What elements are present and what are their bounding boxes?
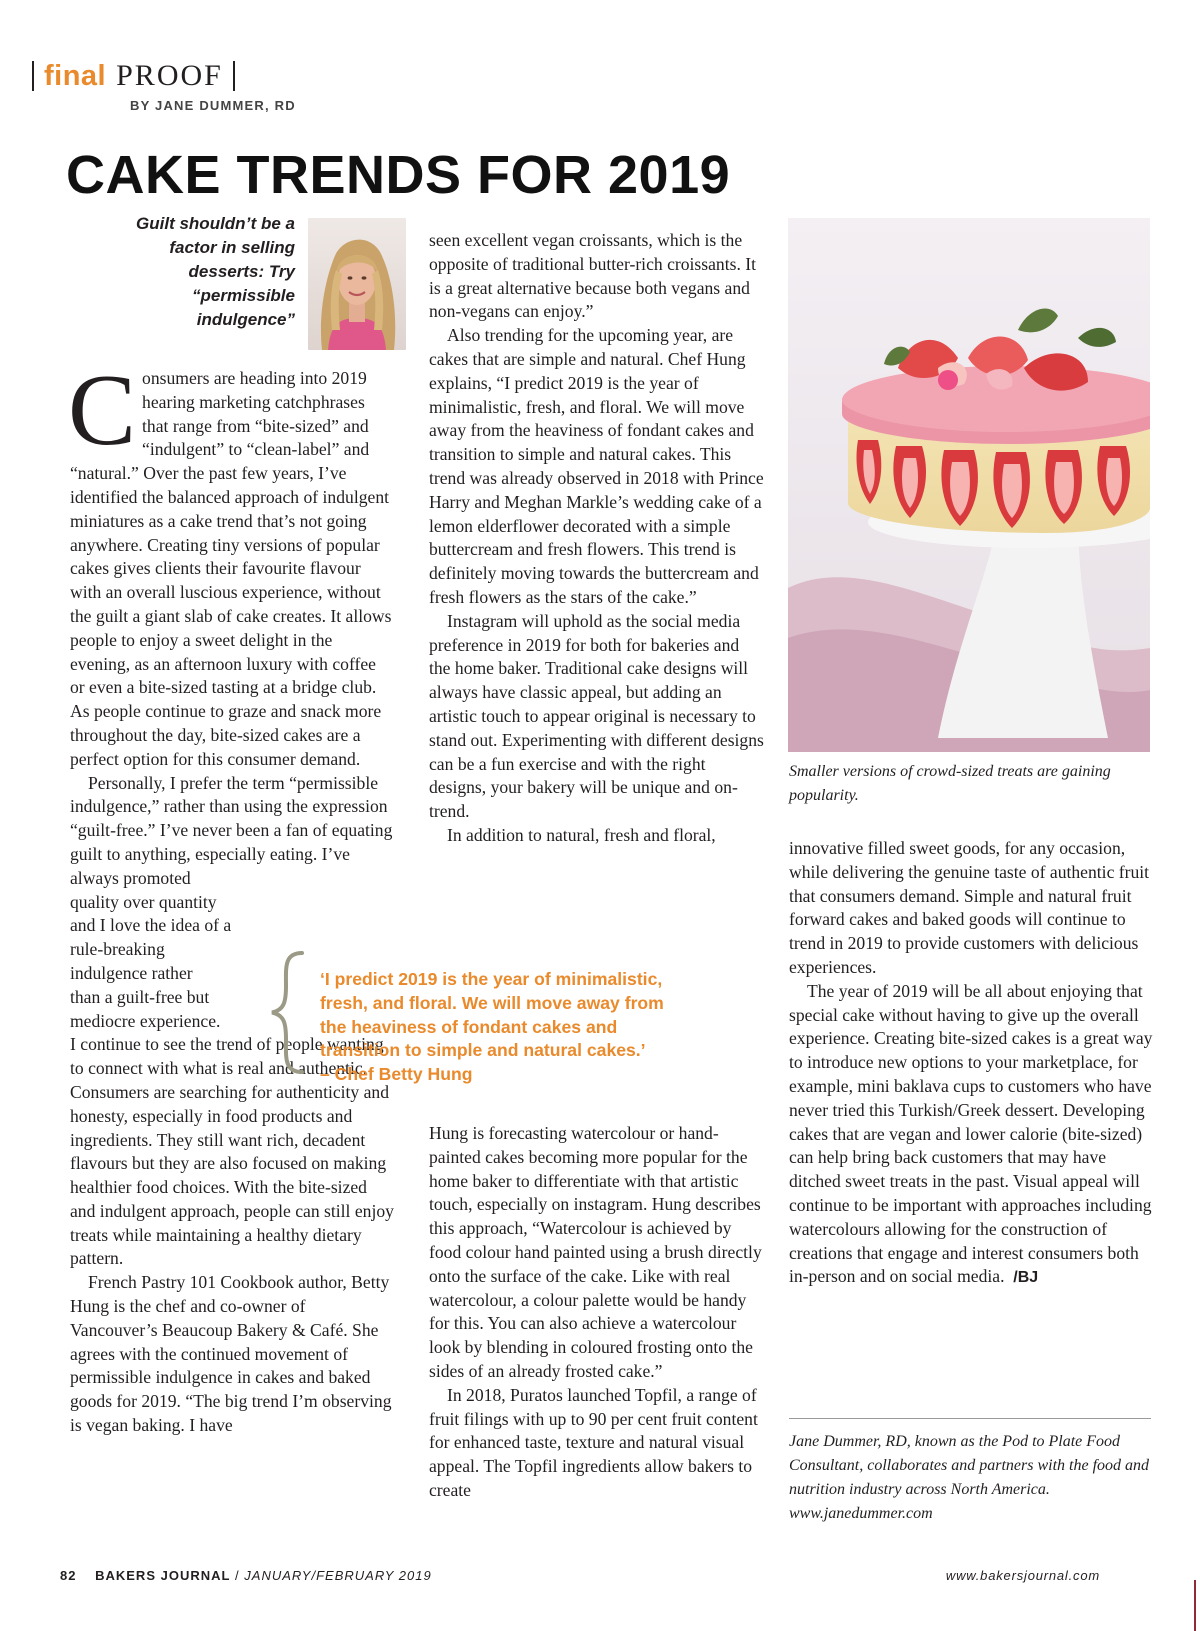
page-title: CAKE TRENDS FOR 2019 (66, 145, 731, 205)
article-column-1 (68, 354, 394, 1438)
brace-icon (268, 950, 308, 1075)
kicker-bar-right (233, 61, 235, 91)
text-line: indulgence rather (70, 962, 193, 983)
paragraph: In 2018, Puratos launched Topfil, a range of fruit filings with up to 90 per cent fruit content for enhanced taste, texture and natural visual appeal. The Topfil ingredients allow bakers to create (429, 1384, 758, 1500)
paragraph (789, 980, 1153, 1290)
pull-quote-line: fresh, and floral. We will move away from (320, 992, 664, 1013)
paragraph: In addition to natural, fresh and floral, (447, 824, 716, 845)
paragraph: onsumers are heading into 2019 hearing marketing catchphrases that range from “bite-sized” and “indulgent” to “clean-label” and “natural.” Over the past few years, I’ve identified the balanced approach of indulgent miniatures as a cake trend that’s not going anywhere. Creating tiny versions of popular cakes gives clients their favourite flavour with an overall luscious experience, without the guilt a giant slab of cake creates. It allows people to enjoy a sweet delight in the evening, as an afternoon luxury with coffee or even a bite-sized tasting at a bridge club. As people continue to graze and snack more throughout the day, bite-sized cakes are a perfect option for this consumer demand. (70, 368, 392, 769)
footer-left (60, 1568, 432, 1583)
article-column-2-top (429, 229, 765, 848)
paragraph: Hung is forecasting watercolour or hand-painted cakes becoming more popular for the home baker to differentiate with that artistic touch, especially on instagram. Hung describes this approach, “Watercolour is achieved by food colour hand painted using a brush directly onto the surface of the cake. Like with real watercolour, a colour palette would be handy for this. You can also achieve a watercolour look by blending in coloured frosting onto the sides of an already frosted cake.” (429, 1123, 762, 1381)
pull-quote-line: the heaviness of fondant cakes and (320, 1016, 618, 1037)
edge-mark (1194, 1580, 1196, 1631)
drop-cap: C (68, 354, 137, 467)
kicker-word: PROOF (116, 59, 223, 92)
deck: Guilt shouldn’t be a factor in selling desserts: Try “permissible indulgence” (136, 214, 295, 329)
text-line: and I love the idea of a (70, 915, 232, 936)
pull-quote-line: ‘I predict 2019 is the year of minimalistic, (320, 969, 663, 989)
cake-photo (788, 218, 1150, 752)
kicker-accent: final (44, 59, 107, 92)
paragraph: Also trending for the upcoming year, are cakes that are simple and natural. Chef Hung explains, “I predict 2019 is the year of minimalistic, fresh, and floral. We will move away from the heaviness of fondant cakes and transition to simple and natural cakes. This trend was already observed in 2018 with Prince Harry and Meghan Markle’s wedding cake of a lemon elderflower decorated with a simple buttercream and fresh flowers. This trend is definitely moving towards the buttercream and fresh flowers as the stars of the cake.” (429, 325, 764, 607)
article-column-3 (789, 837, 1153, 1290)
pull-quote (320, 968, 770, 1087)
pull-quote-attribution: – Chef Betty Hung (320, 1064, 473, 1085)
article-column-2-bottom (429, 1122, 765, 1503)
author-photo (308, 218, 406, 350)
kicker-bar-left (32, 61, 34, 91)
first-paragraph (68, 354, 394, 772)
signoff: /BJ (1013, 1269, 1039, 1287)
paragraph: seen excellent vegan croissants, which is the opposite of traditional butter-rich croissants. It is a great alternative because both vegans and non-vegans can enjoy.” (429, 230, 757, 322)
text-line: than a guilt-free but (70, 986, 210, 1007)
byline: BY JANE DUMMER, RD (130, 98, 296, 113)
paragraph: French Pastry 101 Cookbook author, Betty Hung is the chef and co-owner of Vancouver’s Beaucoup Bakery & Café. She agrees with the continued movement of permissible indulgence in cakes and baked goods for 2019. “The big trend I’m observing is vegan baking. I have (70, 1272, 392, 1436)
section-kicker (32, 56, 235, 96)
footer-website: www.bakersjournal.com (945, 1568, 1100, 1583)
text-line: mediocre experience. (70, 1010, 221, 1031)
text-line: rule-breaking (70, 939, 165, 960)
footer-separator: / (230, 1568, 245, 1583)
page-number: 82 (60, 1568, 77, 1583)
divider (789, 1418, 1151, 1419)
paragraph: I continue to see the trend of people wanting to connect with what is real and authentic. Consumers are searching for authenticity and honesty, especially in food products and ingredients. They still want rich, decadent flavours but they are also focused on making healthier food choices. With the bite-sized and indulgent approach, people can still enjoy treats while maintaining a healthy dietary pattern. (70, 1034, 394, 1269)
author-bio: Jane Dummer, RD, known as the Pod to Plate Food Consultant, collaborates and partners with the food and nutrition industry across North America. www.janedummer.com (789, 1433, 1150, 1522)
issue-date: JANUARY/FEBRUARY 2019 (244, 1568, 432, 1583)
text-line: quality over quantity (70, 891, 217, 912)
paragraph: Personally, I prefer the term “permissible indulgence,” rather than using the expression “guilt-free.” I’ve never been a fan of equating guilt to anything, especially eating. I’ve always promoted (70, 772, 393, 888)
strawberry-cake-icon (788, 218, 1150, 752)
pull-quote-line: transition to simple and natural cakes.’ (320, 1040, 646, 1061)
journal-name: BAKERS JOURNAL (95, 1568, 231, 1583)
paragraph: innovative filled sweet goods, for any occasion, while delivering the genuine taste of authentic fruit that consumers demand. Simple and natural fruit forward cakes and baked goods will continue to trend in 2019 to provide customers with delicious experiences. (789, 838, 1150, 977)
paragraph-text: The year of 2019 will be all about enjoying that special cake without having to give up the overall experience. Creating bite-sized cakes is a great way to introduce new options to your marketplace, for example, mini baklava cups to customers who have never tried this Turkish/Greek dessert. Developing cakes that are vegan and lower calorie (bite-sized) can help bring back customers that may have ditched sweet treats in the past. Visual appeal will continue to be important with approaches including watercolours allowing for the construction of creations that engage and interest consumers both in-person and on social media. (789, 980, 1153, 1287)
paragraph: Instagram will uphold as the social media preference in 2019 for both for bakeries and the home baker. Traditional cake designs will always have classic appeal, but adding an artistic touch to appear original is necessary to stand out. Experimenting with different designs can be a fun exercise and with the right designs, your bakery will be unique and on-trend. (429, 610, 764, 822)
author-portrait-icon (308, 218, 406, 350)
photo-caption: Smaller versions of crowd-sized treats are gaining popularity. (789, 763, 1111, 804)
